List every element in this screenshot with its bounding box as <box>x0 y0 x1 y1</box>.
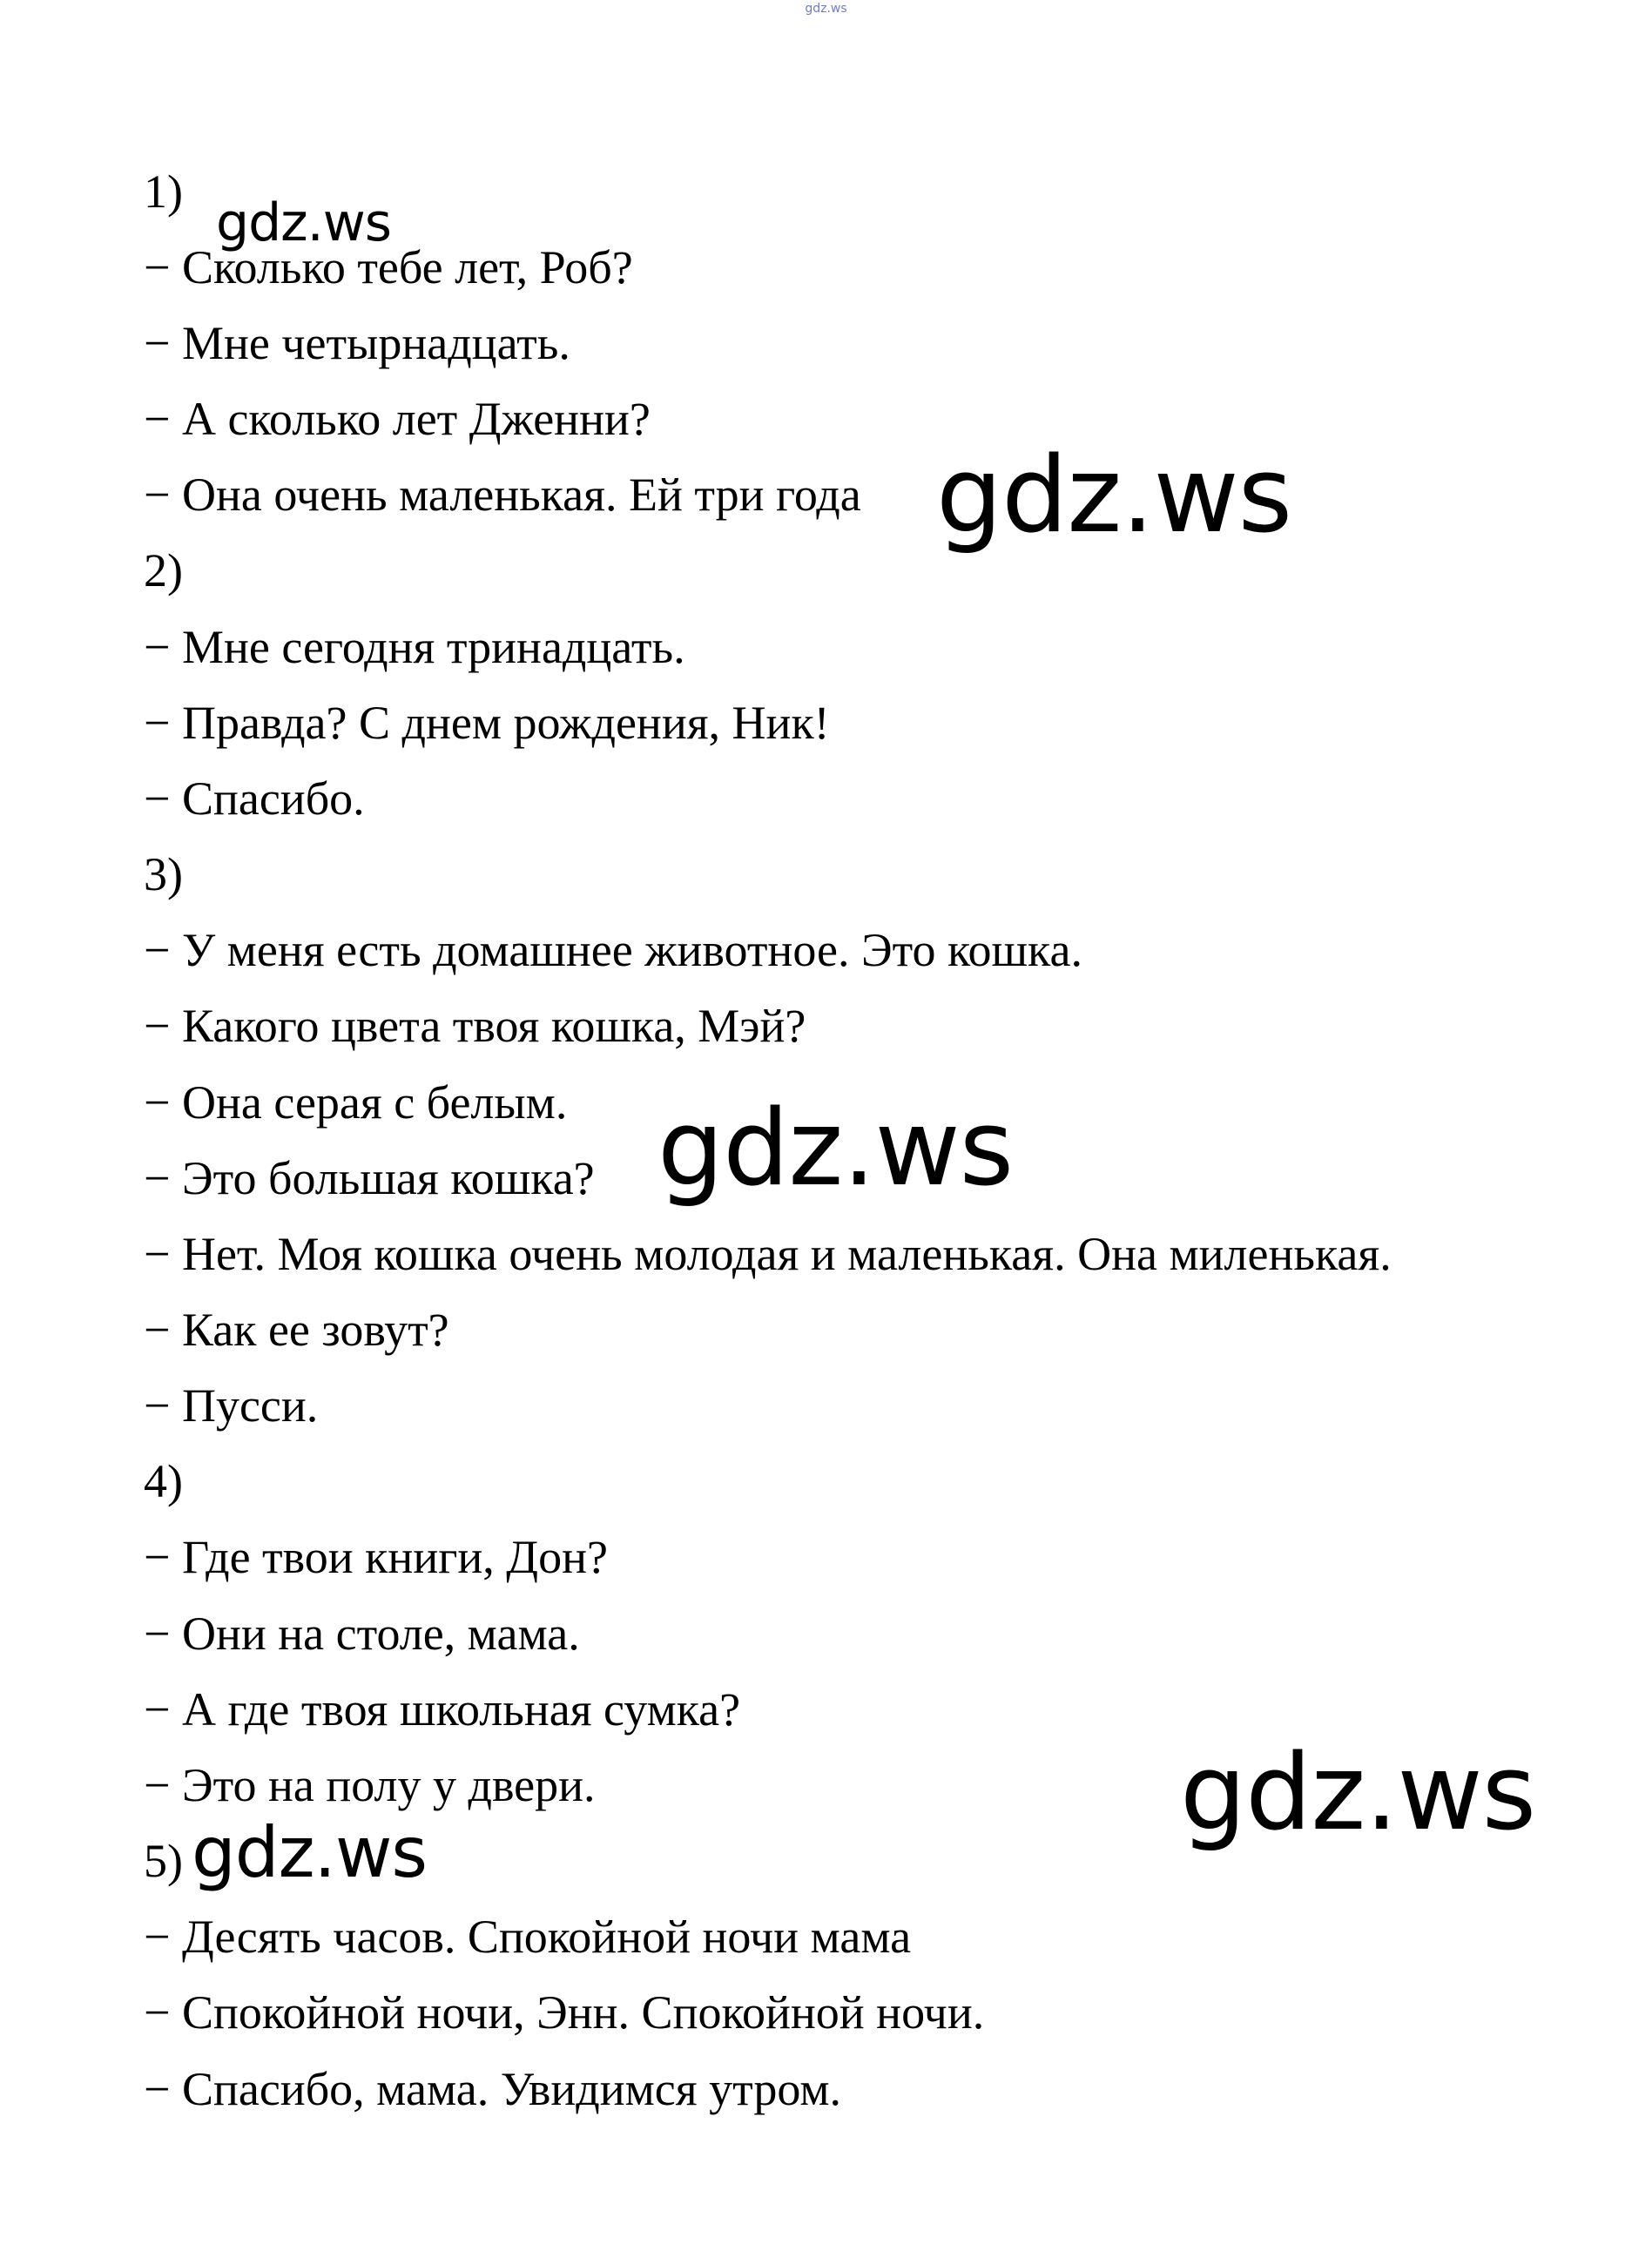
dialogue-line: − Спасибо. <box>144 772 365 825</box>
section-number-4: 4) <box>144 1455 183 1507</box>
section-number-5: 5) <box>144 1835 183 1887</box>
watermark: gdz.ws <box>657 1089 1014 1210</box>
dialogue-line: − А где твоя школьная сумка? <box>144 1683 741 1736</box>
watermark: gdz.ws <box>192 1812 428 1893</box>
dialogue-line: − Это большая кошка? <box>144 1152 595 1204</box>
dialogue-line: − А сколько лет Дженни? <box>144 393 651 445</box>
dialogue-line: − Это на полу у двери. <box>144 1759 596 1811</box>
section-number-2: 2) <box>144 544 183 597</box>
dialogue-line: − Правда? С днем рождения, Ник! <box>144 697 830 749</box>
dialogue-line: − Сколько тебе лет, Роб? <box>144 241 633 293</box>
section-number-1: 1) <box>144 165 183 218</box>
section-number-3: 3) <box>144 848 183 900</box>
dialogue-line: − Мне сегодня тринадцать. <box>144 621 685 673</box>
dialogue-line: − У меня есть домашнее животное. Это кошка. <box>144 924 1082 976</box>
dialogue-line: − Как ее зовут? <box>144 1304 449 1356</box>
dialogue-line: − Какого цвета твоя кошка, Мэй? <box>144 1000 806 1052</box>
watermark: gdz.ws <box>216 192 392 253</box>
dialogue-line: − Десять часов. Спокойной ночи мама <box>144 1911 912 1963</box>
watermark-top: gdz.ws <box>805 2 847 16</box>
watermark: gdz.ws <box>936 435 1292 556</box>
dialogue-line: − Нет. Моя кошка очень молодая и маленькая. Она миленькая. <box>144 1228 1392 1280</box>
dialogue-line: − Она серая с белым. <box>144 1076 568 1129</box>
dialogue-line: − Где твои книги, Дон? <box>144 1531 608 1583</box>
dialogue-line: − Они на столе, мама. <box>144 1608 580 1660</box>
dialogue-line: − Пусси. <box>144 1379 319 1432</box>
dialogue-line: − Спокойной ночи, Энн. Спокойной ночи. <box>144 1986 985 2039</box>
dialogue-line: − Спасибо, мама. Увидимся утром. <box>144 2063 842 2115</box>
dialogue-line: − Мне четырнадцать. <box>144 317 570 369</box>
watermark: gdz.ws <box>1180 1733 1536 1854</box>
dialogue-line: − Она очень маленькая. Ей три года <box>144 468 861 521</box>
